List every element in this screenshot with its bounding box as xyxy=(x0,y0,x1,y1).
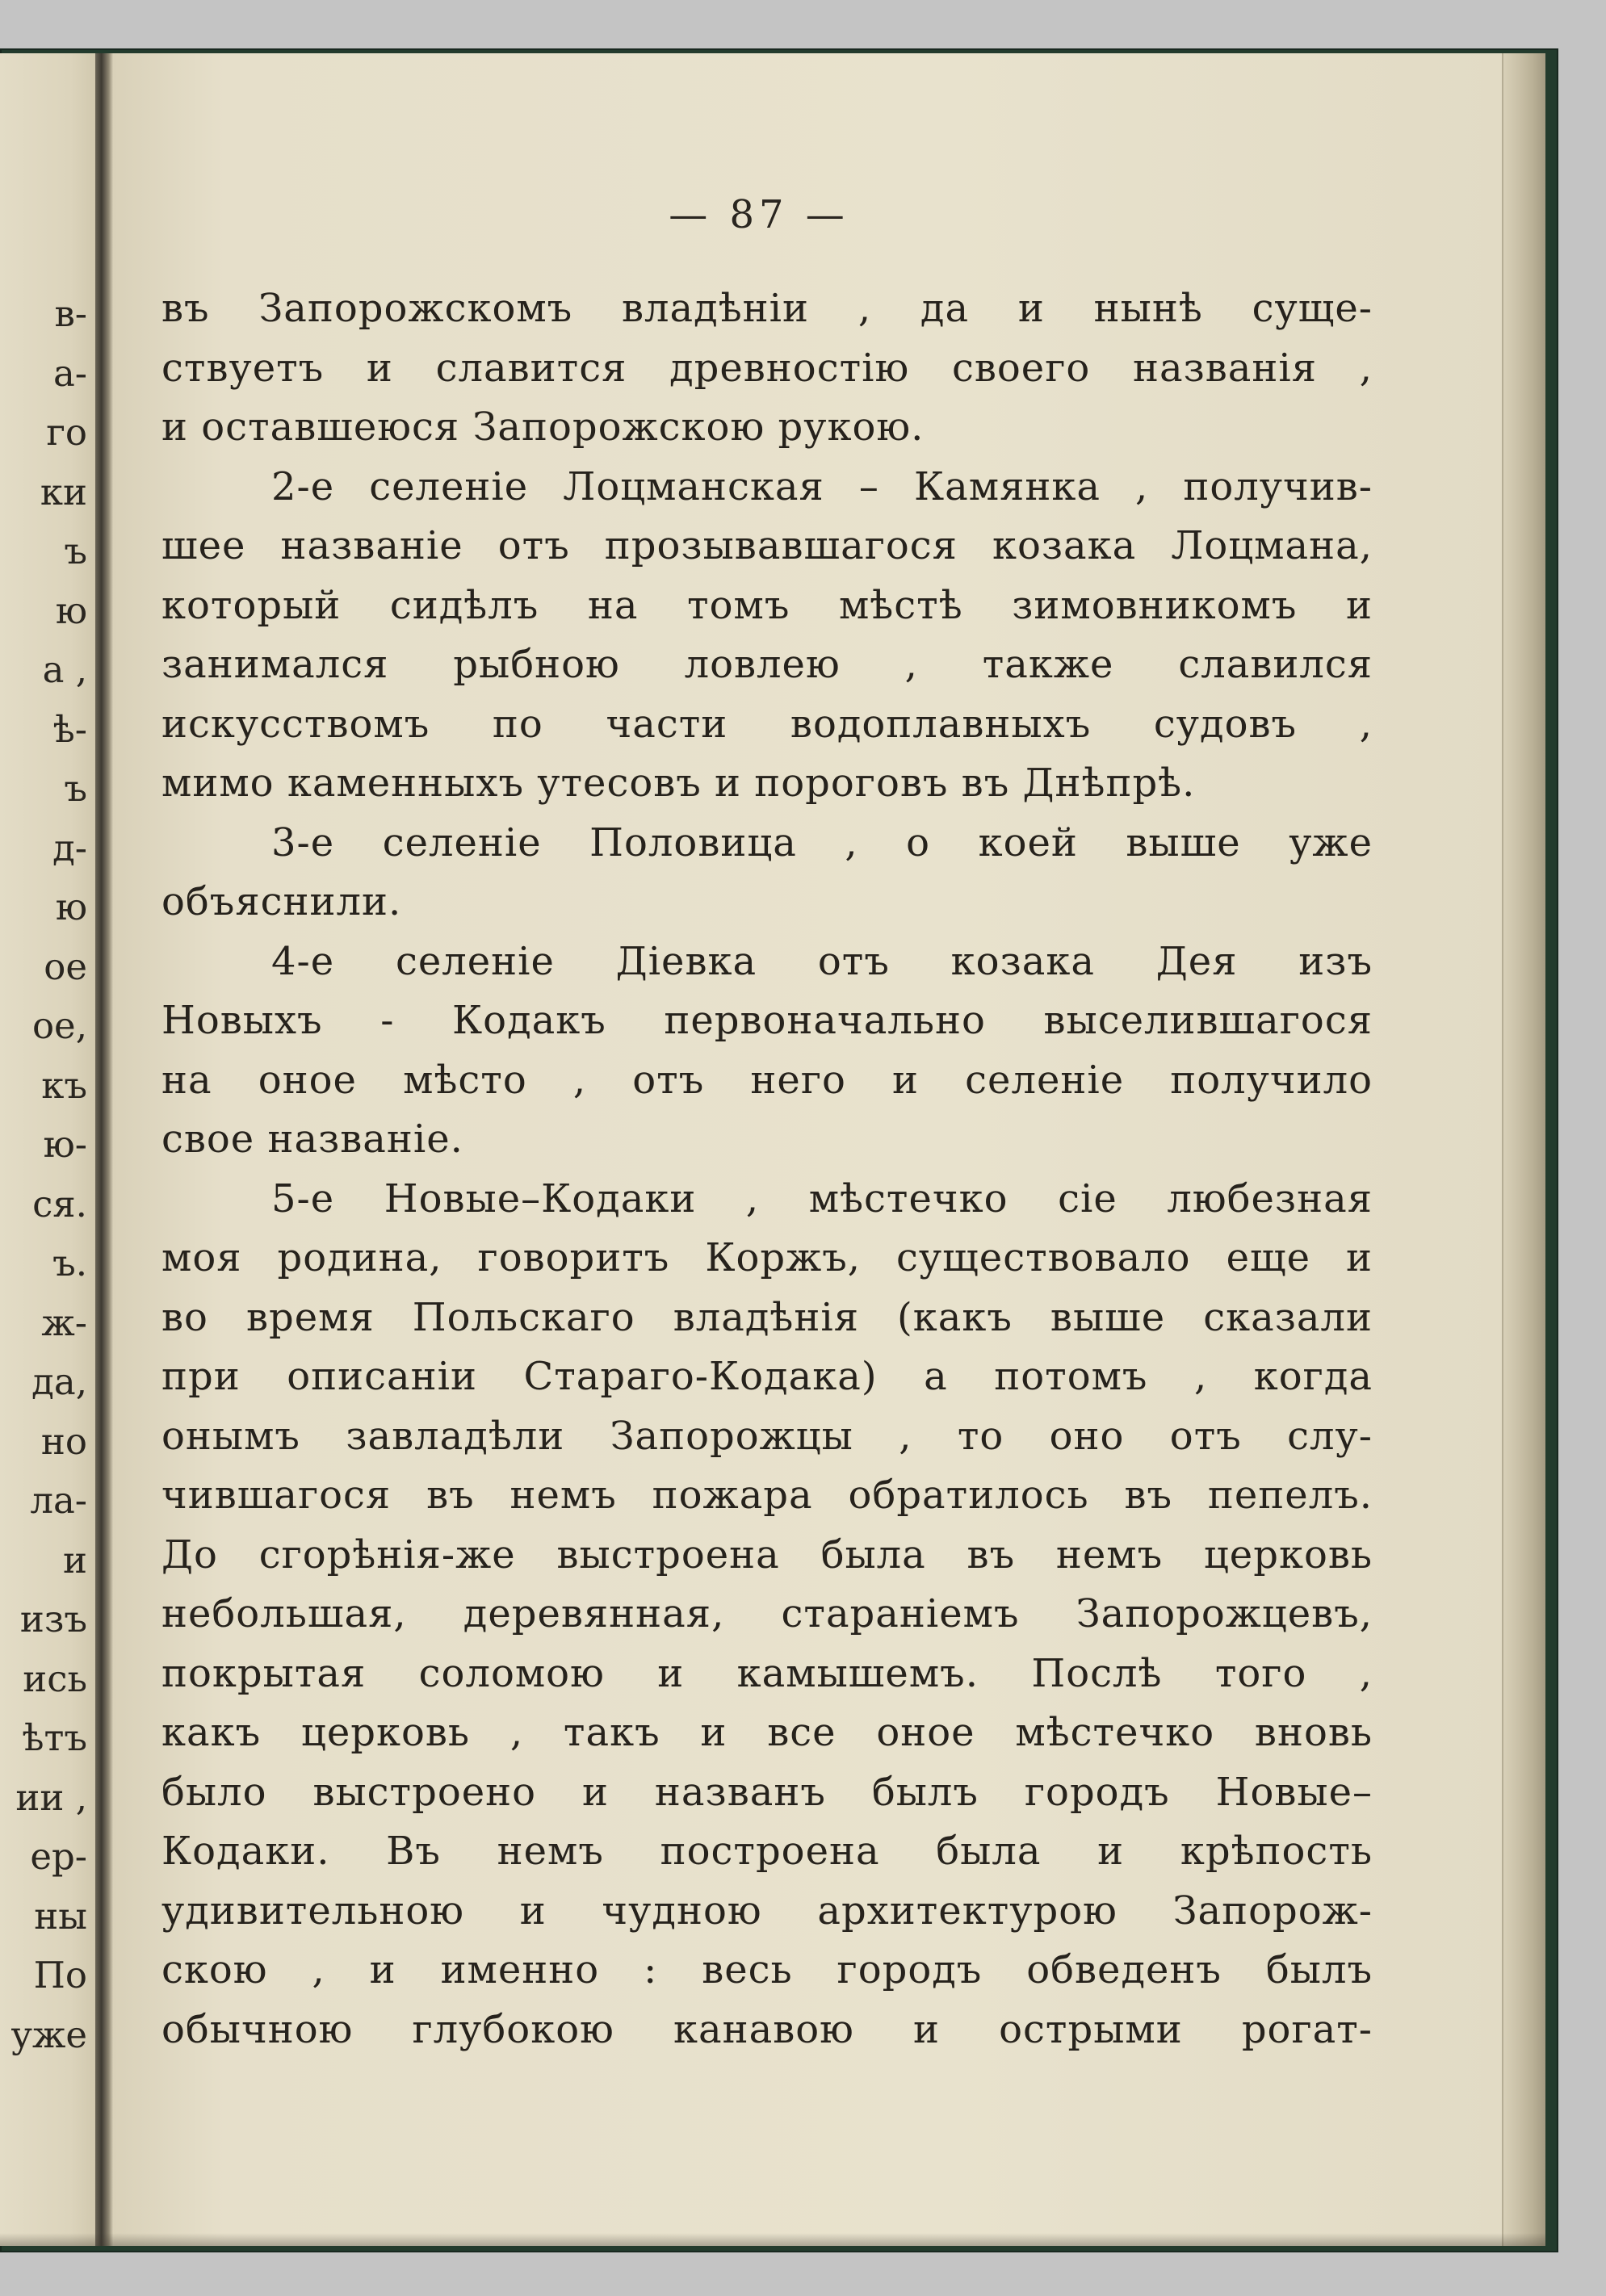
left-page-text-fragments xyxy=(0,284,90,2064)
text-line: въ Запорожскомъ владѣніи , да и нынѣ суще- xyxy=(161,286,1373,331)
left-page-fragment: ж- xyxy=(41,1301,87,1344)
text-line: скою , и именно : весь городъ обведенъ былъ xyxy=(161,1947,1373,1992)
left-page-fragment: и xyxy=(63,1538,87,1582)
left-page-fragment: ю xyxy=(55,589,87,632)
text-line: шее названіе отъ прозывавшагося козака Лоцмана, xyxy=(161,523,1373,568)
left-page-fragment: ѣ- xyxy=(52,707,87,751)
text-line: было выстроено и названъ былъ городъ Новые– xyxy=(161,1769,1373,1815)
text-line: при описаніи Стараго-Кодака) а потомъ , когда xyxy=(161,1354,1373,1399)
left-page-fragment: къ xyxy=(41,1063,87,1107)
left-page-fragment: ся. xyxy=(32,1182,87,1226)
text-line: который сидѣлъ на томъ мѣстѣ зимовникомъ и xyxy=(161,582,1373,628)
text-line: свое названіе. xyxy=(161,1117,463,1162)
left-page-fragment: ю xyxy=(55,886,87,928)
left-page-fragment: ер- xyxy=(30,1835,87,1878)
text-line: Кодаки. Въ немъ построена была и крѣпость xyxy=(161,1829,1373,1874)
text-line: Новыхъ - Кодакъ первоначально выселившагося xyxy=(161,998,1373,1043)
left-page-fragment: да, xyxy=(31,1360,87,1403)
left-page-fragment: ъ xyxy=(64,530,87,572)
text-line: во время Польскаго владѣнія (какъ выше сказали xyxy=(161,1294,1373,1340)
left-page-fragment: а , xyxy=(42,648,87,691)
left-page-fragment: ю- xyxy=(43,1123,87,1166)
text-line: 5-е Новые–Кодаки , мѣстечко сіе любезная xyxy=(271,1175,1373,1221)
left-page-fragment: ъ xyxy=(64,767,87,810)
left-page-fragment: го xyxy=(46,411,87,454)
left-page-fragment: д- xyxy=(52,826,87,869)
left-page-fragment: а- xyxy=(52,351,87,395)
left-page-fragment: ки xyxy=(40,470,87,513)
left-page-fragment: ъ. xyxy=(52,1242,87,1284)
text-line: искусствомъ по части водоплавныхъ судовъ , xyxy=(161,701,1373,747)
left-page-fragment: изъ xyxy=(19,1598,87,1640)
book-gutter xyxy=(95,53,113,2246)
left-page-fragment: По xyxy=(33,1954,87,1996)
text-line: покрытая соломою и камышемъ. Послѣ того , xyxy=(161,1650,1373,1696)
text-line: занимался рыбною ловлею , также славился xyxy=(161,642,1373,687)
left-page-fragment: ны xyxy=(34,1894,87,1938)
page-edge xyxy=(1502,53,1545,2246)
text-line: на оное мѣсто , отъ него и селеніе получило xyxy=(161,1057,1373,1103)
text-line: 3-е селеніе Половица , о коей выше уже xyxy=(271,819,1373,865)
left-page-fragment: ое xyxy=(44,945,87,988)
text-line: онымъ завладѣли Запорожцы , то оно отъ слу- xyxy=(161,1413,1373,1459)
text-line: обычною глубокою канавою и острыми рогат- xyxy=(161,2006,1373,2052)
text-line: чившагося въ немъ пожара обратилось въ пепелъ. xyxy=(161,1473,1373,1518)
open-book xyxy=(0,53,1545,2246)
left-page-fragment: уже xyxy=(10,2013,87,2056)
left-page-fragment: ии , xyxy=(15,1775,87,1819)
bottom-shadow xyxy=(0,2233,1545,2246)
left-page xyxy=(0,53,100,2246)
text-line: небольшая, деревянная, стараніемъ Запорожцевъ, xyxy=(161,1591,1373,1636)
text-line: и оставшеюся Запорожскою рукою. xyxy=(161,404,925,450)
left-page-fragment: в- xyxy=(54,292,87,335)
text-line: мимо каменныхъ утесовъ и пороговъ въ Днѣпрѣ. xyxy=(161,760,1196,806)
left-page-fragment: ись xyxy=(23,1657,87,1700)
text-line: 2-е селеніе Лоцманская – Камянка , получив- xyxy=(271,463,1373,509)
left-page-fragment: ое, xyxy=(31,1004,87,1047)
body-text xyxy=(161,279,1373,2059)
text-line: 4-е селеніе Діевка отъ козака Дея изъ xyxy=(271,938,1373,984)
left-page-fragment: ла- xyxy=(30,1479,87,1522)
text-line: ствуетъ и славится древностію своего названія , xyxy=(161,345,1373,391)
left-page-fragment: ѣтъ xyxy=(22,1716,87,1759)
text-line: моя родина, говоритъ Коржъ, существовало еще и xyxy=(161,1235,1373,1280)
left-page-fragment: но xyxy=(40,1419,87,1463)
page-number: — 87 — xyxy=(669,192,849,237)
text-line: объяснили. xyxy=(161,879,402,924)
text-line: До сгорѣнія-же выстроена была въ немъ церковь xyxy=(161,1531,1373,1577)
text-line: какъ церковь , такъ и все оное мѣстечко вновь xyxy=(161,1710,1373,1755)
text-line: удивительною и чудною архитектурою Запорож- xyxy=(161,1887,1373,1934)
